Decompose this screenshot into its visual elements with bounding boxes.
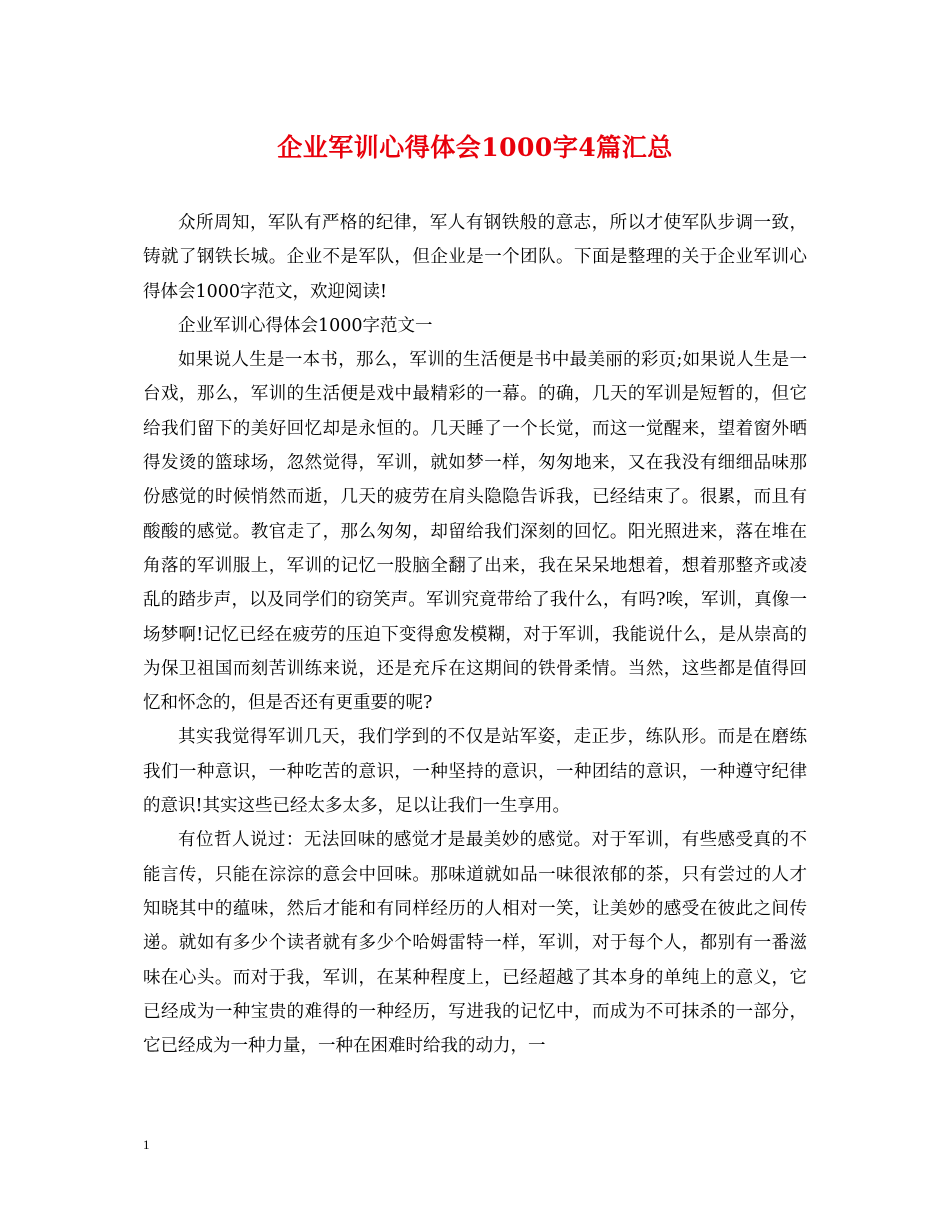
document-body [143, 206, 807, 1063]
body-paragraph-2: 其实我觉得军训几天，我们学到的不仅是站军姿，走正步，练队形。而是在磨练我们一种意识，一种吃苦的意识，一种坚持的意识，一种团结的意识，一种遵守纪律的意识!其实这些已经太多太多，足以让我们一生享用。 [143, 727, 807, 817]
body-paragraph-3: 有位哲人说过：无法回味的感觉才是最美妙的感觉。对于军训，有些感受真的不能言传，只能在淙淙的意会中回味。那味道就如品一味很浓郁的茶，只有尝过的人才知晓其中的蕴味，然后才能和有同样经历的人相对一笑，让美妙的感受在彼此之间传递。就如有多少个读者就有多少个哈姆雷特一样，军训，对于每个人，都别有一番滋味在心头。而对于我，军训，在某种程度上，已经超越了其本身的单纯上的意义，它已经成为一种宝贵的难得的一种经历，写进我的记忆中，而成为不可抹杀的一部分，它已经成为一种力量，一种在困难时给我的动力，一 [143, 830, 807, 1057]
document-title: 企业军训心得体会1000字4篇汇总 [277, 133, 673, 162]
intro-paragraph: 众所周知，军队有严格的纪律，军人有钢铁般的意志，所以才使军队步调一致，铸就了钢铁长城。企业不是军队，但企业是一个团队。下面是整理的关于企业军训心得体会1000字范文，欢迎阅读! [143, 213, 807, 302]
page-number: 1 [143, 1137, 150, 1152]
body-paragraph-1: 如果说人生是一本书，那么，军训的生活便是书中最美丽的彩页;如果说人生是一台戏，那么，军训的生活便是戏中最精彩的一幕。的确，几天的军训是短暂的，但它给我们留下的美好回忆却是永恒的。几天睡了一个长觉，而这一觉醒来，望着窗外晒得发烫的篮球场，忽然觉得，军训，就如梦一样，匆匆地来，又在我没有细细品味那份感觉的时候悄然而逝，几天的疲劳在肩头隐隐告诉我，已经结束了。很累，而且有酸酸的感觉。教官走了，那么匆匆，却留给我们深刻的回忆。阳光照进来，落在堆在角落的军训服上，军训的记忆一股脑全翻了出来，我在呆呆地想着，想着那整齐或凌乱的踏步声，以及同学们的窃笑声。军训究竟带给了我什么，有吗?唉，军训，真像一场梦啊!记忆已经在疲劳的压迫下变得愈发模糊，对于军训，我能说什么，是从崇高的为保卫祖国而刻苦训练来说，还是充斥在这期间的铁骨柔情。当然，这些都是值得回忆和怀念的，但是否还有更重要的呢? [143, 350, 807, 714]
section-heading: 企业军训心得体会1000字范文一 [178, 315, 433, 336]
